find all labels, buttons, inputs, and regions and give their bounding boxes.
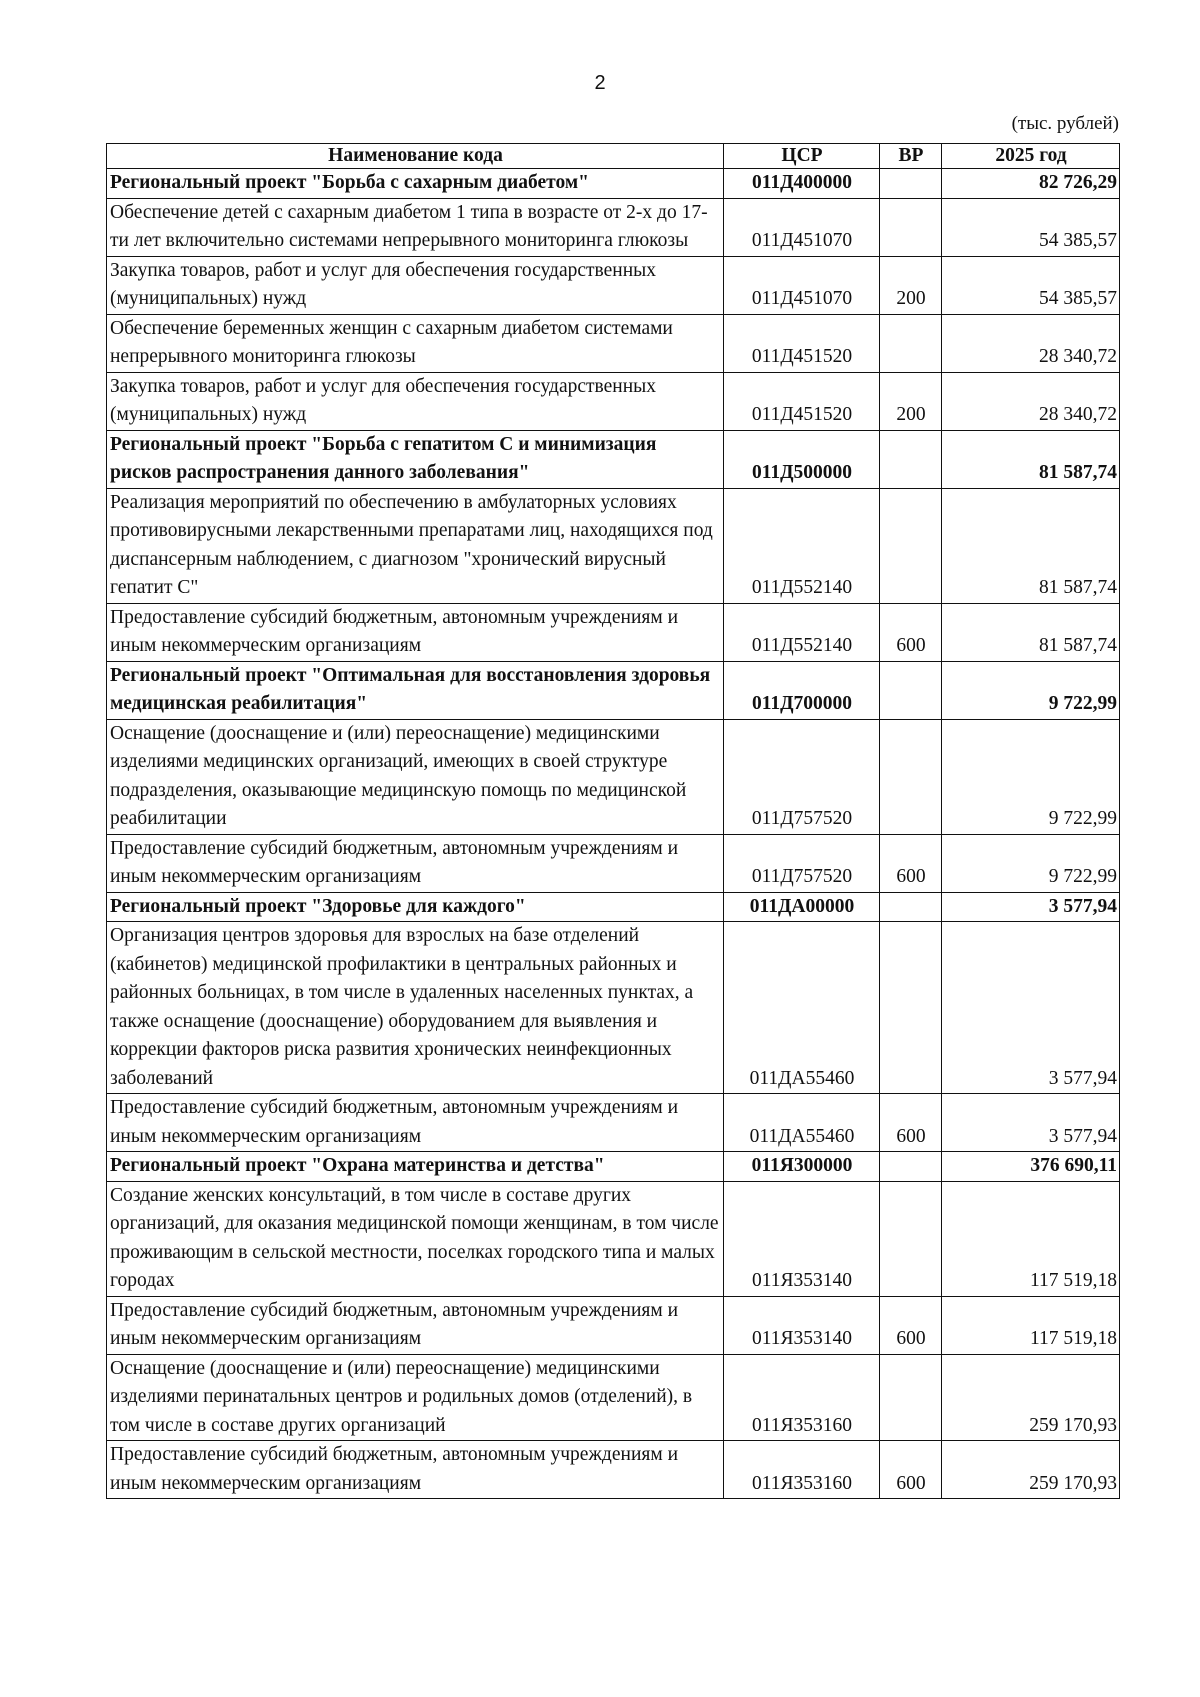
cell-amount: 54 385,57	[942, 256, 1120, 314]
cell-csr: 011Д400000	[724, 169, 880, 199]
cell-csr: 011Я300000	[724, 1152, 880, 1182]
cell-name: Предоставление субсидий бюджетным, автономным учреждениям и иным некоммерческим организациям	[107, 1441, 724, 1499]
table-row-project	[107, 661, 1120, 719]
cell-csr: 011Д451070	[724, 198, 880, 256]
cell-name: Создание женских консультаций, в том числе в составе других организаций, для оказания медицинской помощи женщинам, в том числе проживающим в сельской местности, поселках городского типа и малых городах	[107, 1181, 724, 1296]
cell-csr: 011Д552140	[724, 488, 880, 603]
cell-csr: 011Д451520	[724, 372, 880, 430]
cell-name: Предоставление субсидий бюджетным, автономным учреждениям и иным некоммерческим организациям	[107, 1296, 724, 1354]
cell-name: Обеспечение беременных женщин с сахарным диабетом системами непрерывного мониторинга глюкозы	[107, 314, 724, 372]
table-row-project	[107, 169, 1120, 199]
cell-amount: 82 726,29	[942, 169, 1120, 199]
cell-name: Реализация мероприятий по обеспечению в амбулаторных условиях противовирусными лекарственными препаратами лиц, находящихся под диспансерным наблюдением, с диагнозом "хронический вирусный гепатит С"	[107, 488, 724, 603]
cell-amount: 117 519,18	[942, 1296, 1120, 1354]
cell-amount: 3 577,94	[942, 1094, 1120, 1152]
header-csr: ЦСР	[724, 144, 880, 169]
cell-vr	[880, 661, 942, 719]
table-row	[107, 1441, 1120, 1499]
cell-csr: 011Я353160	[724, 1441, 880, 1499]
cell-name: Закупка товаров, работ и услуг для обеспечения государственных (муниципальных) нужд	[107, 256, 724, 314]
cell-amount: 28 340,72	[942, 372, 1120, 430]
cell-vr	[880, 314, 942, 372]
cell-name: Предоставление субсидий бюджетным, автономным учреждениям и иным некоммерческим организациям	[107, 603, 724, 661]
cell-vr: 200	[880, 372, 942, 430]
cell-csr: 011Д451520	[724, 314, 880, 372]
budget-table	[106, 143, 1120, 1499]
cell-name: Оснащение (дооснащение и (или) переоснащение) медицинскими изделиями перинатальных центров и родильных домов (отделений), в том числе в составе других организаций	[107, 1354, 724, 1441]
cell-vr	[880, 1152, 942, 1182]
table-row	[107, 314, 1120, 372]
cell-name: Закупка товаров, работ и услуг для обеспечения государственных (муниципальных) нужд	[107, 372, 724, 430]
header-name: Наименование кода	[107, 144, 724, 169]
table-row	[107, 256, 1120, 314]
table-row	[107, 603, 1120, 661]
cell-vr: 600	[880, 1441, 942, 1499]
cell-amount: 3 577,94	[942, 892, 1120, 922]
cell-csr: 011Д500000	[724, 430, 880, 488]
table-row-project	[107, 430, 1120, 488]
cell-csr: 011Д552140	[724, 603, 880, 661]
table-row	[107, 1094, 1120, 1152]
cell-name: Региональный проект "Борьба с сахарным диабетом"	[107, 169, 724, 199]
cell-csr: 011ДА55460	[724, 1094, 880, 1152]
cell-name: Оснащение (дооснащение и (или) переоснащение) медицинскими изделиями медицинских организаций, имеющих в своей структуре подразделения, оказывающие медицинскую помощь по медицинской реабилитации	[107, 719, 724, 834]
cell-amount: 9 722,99	[942, 834, 1120, 892]
cell-amount: 81 587,74	[942, 488, 1120, 603]
cell-name: Предоставление субсидий бюджетным, автономным учреждениям и иным некоммерческим организациям	[107, 1094, 724, 1152]
cell-amount: 9 722,99	[942, 661, 1120, 719]
cell-name: Региональный проект "Здоровье для каждого"	[107, 892, 724, 922]
cell-vr	[880, 198, 942, 256]
cell-amount: 81 587,74	[942, 603, 1120, 661]
cell-vr: 600	[880, 1094, 942, 1152]
header-year: 2025 год	[942, 144, 1120, 169]
cell-name: Региональный проект "Оптимальная для восстановления здоровья медицинская реабилитация"	[107, 661, 724, 719]
cell-amount: 81 587,74	[942, 430, 1120, 488]
cell-vr: 600	[880, 603, 942, 661]
cell-name: Предоставление субсидий бюджетным, автономным учреждениям и иным некоммерческим организациям	[107, 834, 724, 892]
cell-vr	[880, 922, 942, 1094]
header-vr: ВР	[880, 144, 942, 169]
cell-vr: 200	[880, 256, 942, 314]
cell-csr: 011Д451070	[724, 256, 880, 314]
cell-vr: 600	[880, 834, 942, 892]
table-row	[107, 719, 1120, 834]
table-row	[107, 1354, 1120, 1441]
cell-vr	[880, 719, 942, 834]
cell-csr: 011Я353140	[724, 1181, 880, 1296]
table-row	[107, 1296, 1120, 1354]
table-row	[107, 834, 1120, 892]
table-header-row	[107, 144, 1120, 169]
cell-name: Организация центров здоровья для взрослых на базе отделений (кабинетов) медицинской профилактики в центральных районных и районных больницах, в том числе в удаленных населенных пунктах, а также оснащение (дооснащение) оборудованием для выявления и коррекции факторов риска развития хронических неинфекционных заболеваний	[107, 922, 724, 1094]
table-row-project	[107, 892, 1120, 922]
table-row	[107, 488, 1120, 603]
cell-amount: 259 170,93	[942, 1354, 1120, 1441]
cell-csr: 011ДА55460	[724, 922, 880, 1094]
cell-name: Региональный проект "Борьба с гепатитом С и минимизация рисков распространения данного заболевания"	[107, 430, 724, 488]
table-row	[107, 922, 1120, 1094]
cell-name: Обеспечение детей с сахарным диабетом 1 типа в возрасте от 2-х до 17-ти лет включительно системами непрерывного мониторинга глюкозы	[107, 198, 724, 256]
table-row	[107, 198, 1120, 256]
table-row	[107, 1181, 1120, 1296]
cell-vr	[880, 430, 942, 488]
table-row-project	[107, 1152, 1120, 1182]
cell-amount: 259 170,93	[942, 1441, 1120, 1499]
cell-csr: 011Д757520	[724, 834, 880, 892]
table-row	[107, 372, 1120, 430]
cell-csr: 011Д700000	[724, 661, 880, 719]
units-label: (тыс. рублей)	[1011, 113, 1119, 134]
cell-amount: 28 340,72	[942, 314, 1120, 372]
cell-amount: 3 577,94	[942, 922, 1120, 1094]
cell-csr: 011Я353160	[724, 1354, 880, 1441]
cell-vr: 600	[880, 1296, 942, 1354]
page-number: 2	[594, 72, 606, 94]
cell-amount: 54 385,57	[942, 198, 1120, 256]
cell-vr	[880, 169, 942, 199]
cell-amount: 117 519,18	[942, 1181, 1120, 1296]
cell-vr	[880, 892, 942, 922]
cell-amount: 376 690,11	[942, 1152, 1120, 1182]
cell-vr	[880, 1354, 942, 1441]
cell-vr	[880, 1181, 942, 1296]
cell-amount: 9 722,99	[942, 719, 1120, 834]
cell-vr	[880, 488, 942, 603]
cell-csr: 011Я353140	[724, 1296, 880, 1354]
cell-name: Региональный проект "Охрана материнства и детства"	[107, 1152, 724, 1182]
cell-csr: 011Д757520	[724, 719, 880, 834]
cell-csr: 011ДА00000	[724, 892, 880, 922]
